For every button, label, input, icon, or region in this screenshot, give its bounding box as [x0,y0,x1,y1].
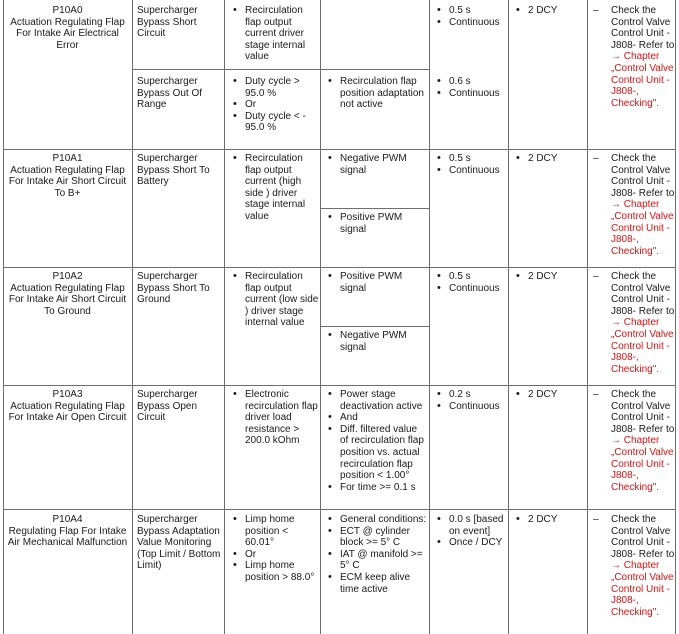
monitor-condition [231,514,319,584]
fault-type: Supercharger Bypass Out Of Range [137,76,203,111]
enable-condition [326,271,428,294]
dash-marker: – [593,271,599,282]
monitor-condition [231,76,319,134]
list-item: • IAT @ manifold >= 5° C [326,549,428,572]
enable-condition [326,153,428,176]
dash-marker: – [593,514,599,525]
dtc-code: P10A1 [52,153,83,164]
dtc-code: P10A4 [52,514,83,525]
remedy-cell [593,5,675,145]
time-required [435,153,507,176]
list-item: • Or [231,549,319,561]
list-item: • Diff. filtered value of recirculation flap position vs. actual recirculation flap position < 1.00° [326,424,428,482]
remedy-text: Check the Control Valve Control Unit - J808- Refer to [611,271,675,317]
fault-type: Supercharger Bypass Adaptation Value Monitoring (Top Limit / Bottom Limit) [137,514,221,572]
table-border [429,0,430,634]
list-item: • For time >= 0.1 s [326,482,428,494]
list-item: • Recirculation flap output current driver stage internal value [231,5,319,63]
table-border [224,0,225,634]
mil-status [514,514,586,526]
dtc-cell [5,153,130,199]
mil-status [514,5,586,17]
dtc-cell [5,271,130,317]
dtc-title: Actuation Regulating Flap For Intake Air Short Circuit To B+ [8,164,127,199]
chapter-link[interactable]: → Chapter „Control Valve Control Unit - J808-, Checking". [611,199,674,257]
table-border [132,0,133,634]
list-item: • Positive PWM signal [326,271,428,294]
dash-marker: – [593,389,599,400]
list-item: • ECM keep alive time active [326,572,428,595]
list-item: • 2 DCY [514,514,586,526]
remedy-text: Check the Control Valve Control Unit - J808- Refer to [611,5,675,51]
list-item: • Limp home position > 88.0° [231,560,319,583]
mil-status [514,153,586,165]
list-item: • 2 DCY [514,271,586,283]
table-border [3,509,676,510]
table-border [587,0,588,634]
list-item: • General conditions: [326,514,428,526]
list-item: • Continuous [435,88,507,100]
table-border [3,149,676,150]
list-item: • Duty cycle < - 95.0 % [231,111,319,134]
list-item: • Continuous [435,165,507,177]
remedy-cell [593,153,675,265]
dtc-code: P10A3 [52,389,83,400]
monitor-condition [231,5,319,63]
fault-type: Supercharger Bypass Open Circuit [137,389,198,424]
dtc-table [3,0,676,634]
enable-condition [326,389,428,493]
dash-marker: – [593,153,599,164]
list-item: • Continuous [435,17,507,29]
fault-type: Supercharger Bypass Short To Battery [137,153,210,188]
list-item: • 0.2 s [435,389,507,401]
remedy-cell [593,389,675,507]
list-item: • 0.5 s [435,271,507,283]
monitor-condition [231,153,319,223]
enable-condition [326,330,428,353]
list-item: • And [326,412,428,424]
table-border [320,208,430,209]
list-item: • Positive PWM signal [326,212,428,235]
time-required [435,514,507,549]
list-item: • Continuous [435,401,507,413]
chapter-link[interactable]: → Chapter „Control Valve Control Unit - J808-, Checking". [611,435,674,493]
list-item: • 0.5 s [435,5,507,17]
time-required [435,76,507,99]
list-item: • 0.6 s [435,76,507,88]
remedy-cell [593,271,675,383]
list-item: • Recirculation flap output current (high side ) driver stage internal value [231,153,319,223]
remedy-text: Check the Control Valve Control Unit - J808- Refer to [611,389,675,435]
monitor-condition [231,271,319,329]
list-item: • ECT @ cylinder block >= 5° C [326,526,428,549]
list-item: • Power stage deactivation active [326,389,428,412]
list-item: • Negative PWM signal [326,153,428,176]
dtc-code: P10A0 [52,5,83,16]
list-item: • Once / DCY [435,537,507,549]
list-item: • Continuous [435,283,507,295]
list-item: • Limp home position < 60.01° [231,514,319,549]
table-border [3,385,676,386]
table-border [508,0,509,634]
enable-condition [326,514,428,595]
fault-type: Supercharger Bypass Short Circuit [137,5,198,40]
mil-status [514,271,586,283]
chapter-link[interactable]: → Chapter „Control Valve Control Unit - J808-, Checking". [611,317,674,375]
dtc-cell [5,389,130,424]
table-border [3,0,4,634]
list-item: • Recirculation flap position adaptation not active [326,76,428,111]
list-item: • Recirculation flap output current (low side ) driver stage internal value [231,271,319,329]
mil-status [514,389,586,401]
chapter-link[interactable]: → Chapter „Control Valve Control Unit - J808-, Checking". [611,560,674,618]
dash-marker: – [593,5,599,16]
list-item: • 0.5 s [435,153,507,165]
remedy-text: Check the Control Valve Control Unit - J808- Refer to [611,153,675,199]
table-border [3,267,676,268]
remedy-cell [593,514,675,624]
list-item: • Or [231,99,319,111]
remedy-text: Check the Control Valve Control Unit - J808- Refer to [611,514,675,560]
list-item: • Negative PWM signal [326,330,428,353]
dtc-title: Regulating Flap For Intake Air Mechanical Malfunction [7,525,128,549]
dtc-title: Actuation Regulating Flap For Intake Air Electrical Error [10,16,125,51]
list-item: • 0.0 s [based on event] [435,514,507,537]
fault-type: Supercharger Bypass Short To Ground [137,271,210,306]
dtc-title: Actuation Regulating Flap For Intake Air Short Circuit To Ground [8,282,127,317]
list-item: • 2 DCY [514,389,586,401]
time-required [435,5,507,28]
dtc-code: P10A2 [52,271,83,282]
chapter-link[interactable]: → Chapter „Control Valve Control Unit - J808-, Checking". [611,51,674,109]
enable-condition [326,76,428,111]
enable-condition [326,212,428,235]
time-required [435,271,507,294]
monitor-condition [231,389,319,447]
list-item: • 2 DCY [514,153,586,165]
dtc-cell [5,514,130,549]
table-border [320,326,430,327]
list-item: • 2 DCY [514,5,586,17]
list-item: • Electronic recirculation flap driver load resistance > 200.0 kOhm [231,389,319,447]
time-required [435,389,507,412]
list-item: • Duty cycle > 95.0 % [231,76,319,99]
dtc-title: Actuation Regulating Flap For Intake Air Open Circuit [8,400,127,424]
table-border [132,69,430,70]
table-border [320,0,321,634]
dtc-cell [5,5,130,51]
